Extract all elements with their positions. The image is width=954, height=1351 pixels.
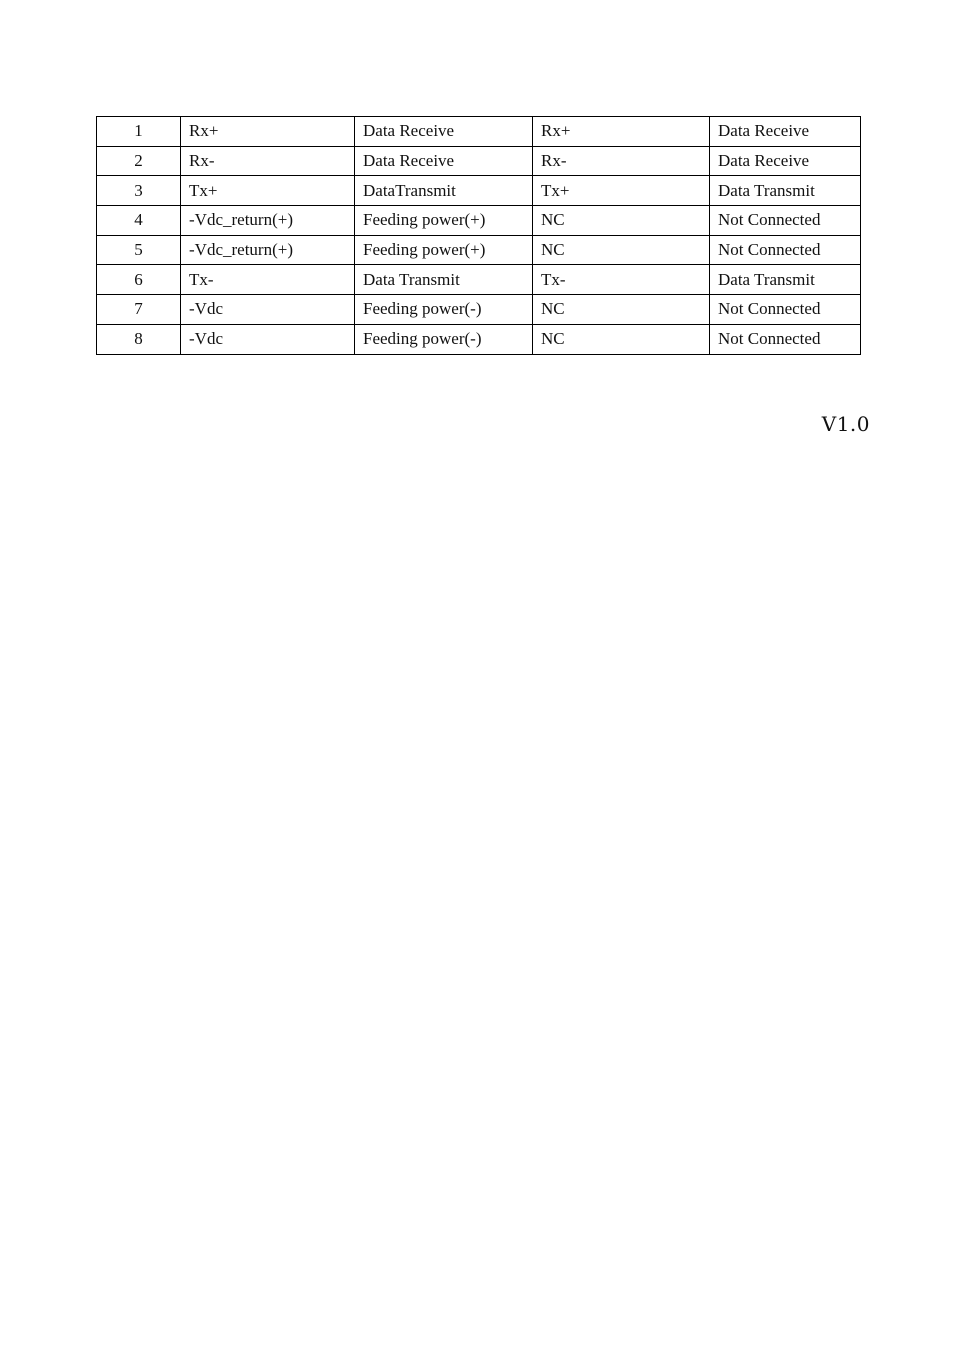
version-label: V1.0 [821, 412, 870, 436]
function-cell: Data Transmit [355, 265, 533, 295]
pin-number-cell: 8 [97, 324, 181, 354]
table-row [97, 235, 861, 265]
signal-cell: Tx- [181, 265, 355, 295]
signal-cell: Tx+ [181, 176, 355, 206]
table-row [97, 265, 861, 295]
alt-function-cell: Not Connected [710, 235, 861, 265]
alt-function-cell: Not Connected [710, 324, 861, 354]
function-cell: Feeding power(+) [355, 206, 533, 236]
function-cell: DataTransmit [355, 176, 533, 206]
function-cell: Feeding power(-) [355, 295, 533, 325]
table-row [97, 176, 861, 206]
signal-cell: Rx+ [181, 117, 355, 147]
pin-number-cell: 2 [97, 146, 181, 176]
alt-signal-cell: Tx- [533, 265, 710, 295]
pin-number-cell: 4 [97, 206, 181, 236]
alt-signal-cell: NC [533, 235, 710, 265]
alt-signal-cell: Rx+ [533, 117, 710, 147]
function-cell: Feeding power(+) [355, 235, 533, 265]
pin-number-cell: 3 [97, 176, 181, 206]
alt-signal-cell: NC [533, 206, 710, 236]
pin-number-cell: 1 [97, 117, 181, 147]
table-row [97, 117, 861, 147]
alt-function-cell: Not Connected [710, 206, 861, 236]
signal-cell: -Vdc [181, 295, 355, 325]
alt-function-cell: Data Transmit [710, 265, 861, 295]
alt-function-cell: Data Receive [710, 146, 861, 176]
pin-number-cell: 6 [97, 265, 181, 295]
function-cell: Feeding power(-) [355, 324, 533, 354]
table-row [97, 146, 861, 176]
signal-cell: -Vdc_return(+) [181, 235, 355, 265]
table-row [97, 206, 861, 236]
function-cell: Data Receive [355, 117, 533, 147]
table-row [97, 324, 861, 354]
alt-signal-cell: Tx+ [533, 176, 710, 206]
pin-number-cell: 7 [97, 295, 181, 325]
alt-function-cell: Data Receive [710, 117, 861, 147]
pinout-table [96, 116, 861, 355]
function-cell: Data Receive [355, 146, 533, 176]
pin-number-cell: 5 [97, 235, 181, 265]
signal-cell: Rx- [181, 146, 355, 176]
alt-signal-cell: NC [533, 295, 710, 325]
alt-function-cell: Data Transmit [710, 176, 861, 206]
alt-signal-cell: NC [533, 324, 710, 354]
alt-signal-cell: Rx- [533, 146, 710, 176]
signal-cell: -Vdc_return(+) [181, 206, 355, 236]
signal-cell: -Vdc [181, 324, 355, 354]
table-row [97, 295, 861, 325]
alt-function-cell: Not Connected [710, 295, 861, 325]
